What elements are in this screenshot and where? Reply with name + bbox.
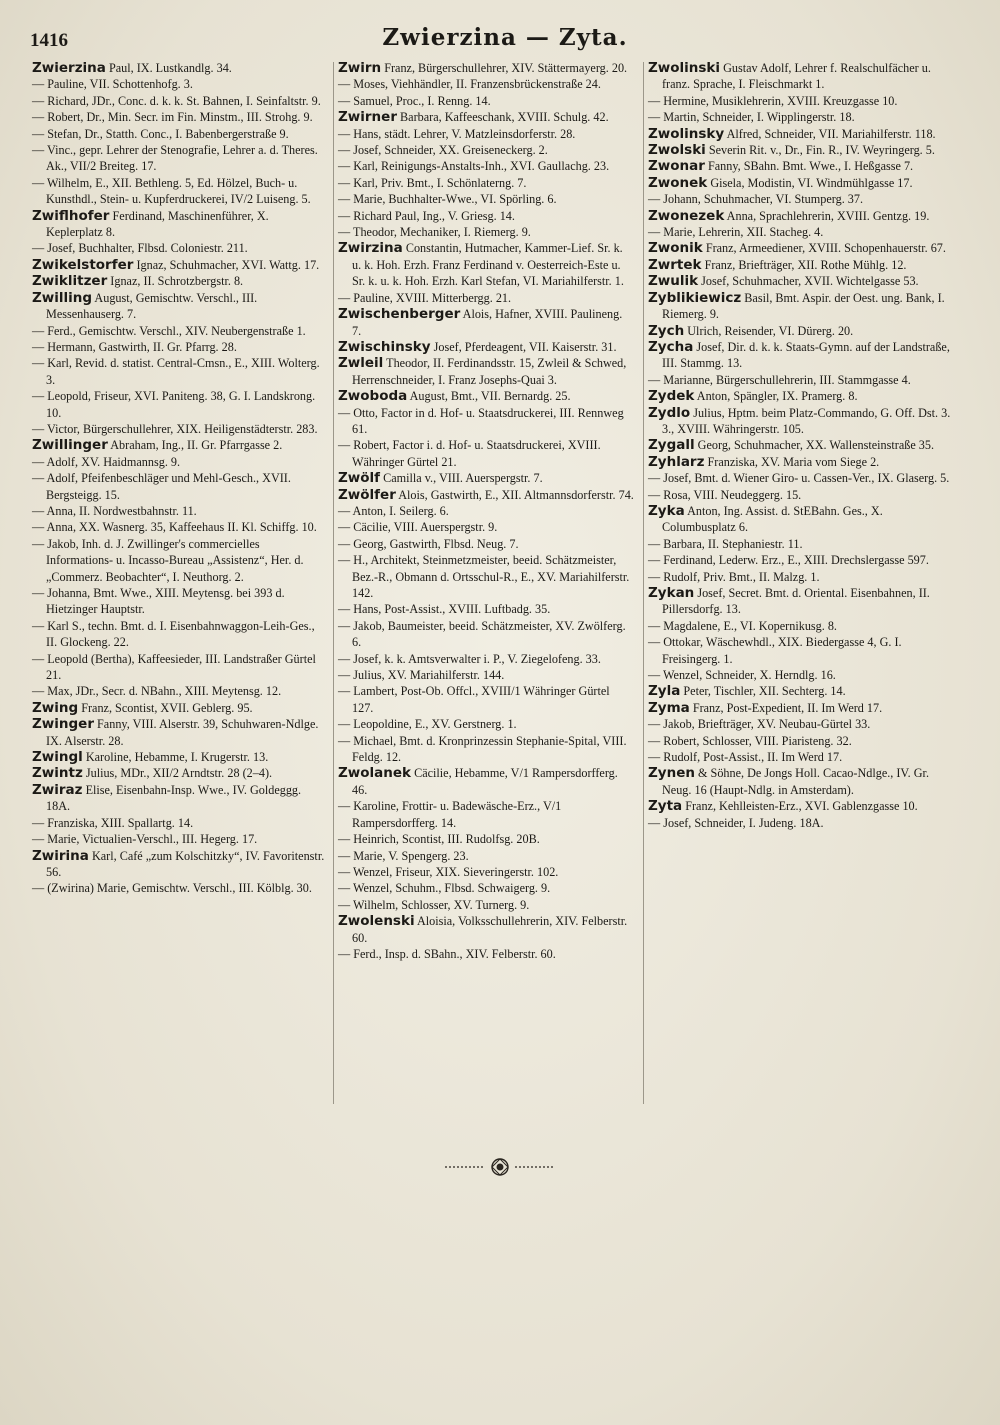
directory-entry bbox=[338, 470, 634, 486]
entry-details: — Ferd., Gemischtw. Verschl., XIV. Neubergenstraße 1. bbox=[32, 323, 306, 338]
entry-surname: Zwonek bbox=[648, 174, 708, 191]
entry-details: — Karl, Revid. d. statist. Central-Cmsn., E., XIII. Wolterg. 3. bbox=[32, 356, 320, 387]
entry-details: — Hermine, Musiklehrerin, XVIII. Kreuzgasse 10. bbox=[648, 93, 898, 108]
directory-entry bbox=[338, 388, 634, 404]
directory-entry bbox=[648, 158, 954, 174]
directory-entry bbox=[648, 126, 954, 142]
directory-entry bbox=[648, 503, 954, 536]
directory-entry bbox=[32, 175, 328, 208]
entry-surname: Zwonik bbox=[648, 240, 703, 257]
directory-entry bbox=[648, 585, 954, 618]
entry-details: Franz, Scontist, XVII. Geblerg. 95. bbox=[81, 700, 253, 715]
entry-details: — Leopold, Friseur, XVI. Paniteng. 38, G. I. Landskrong. 10. bbox=[32, 389, 316, 420]
entry-surname: Zwolenski bbox=[338, 913, 415, 930]
entry-details: — Jakob, Briefträger, XV. Neubau-Gürtel 33. bbox=[648, 717, 871, 732]
directory-entry bbox=[338, 552, 634, 601]
directory-entry bbox=[648, 798, 954, 814]
directory-entry bbox=[32, 208, 328, 241]
entry-details: — Lambert, Post-Ob. Offcl., XVIII/1 Währinger Gürtel 127. bbox=[338, 684, 610, 715]
entry-details: Franz, Bürgerschullehrer, XIV. Stättermayerg. 20. bbox=[384, 61, 628, 75]
directory-entry bbox=[338, 831, 634, 847]
entry-surname: Zwiraz bbox=[32, 781, 83, 798]
entry-details: & Söhne, De Jongs Holl. Cacao-Ndlge., IV. Gr. Neug. 16 (Haupt-Ndlg. in Amsterdam). bbox=[662, 766, 929, 797]
entry-details: Karoline, Hebamme, I. Krugerstr. 13. bbox=[85, 750, 269, 765]
entry-details: Aloisia, Volksschullehrerin, XIV. Felberstr. 60. bbox=[352, 914, 628, 945]
entry-surname: Zwintz bbox=[32, 765, 83, 782]
directory-entry bbox=[338, 290, 634, 306]
directory-entry bbox=[648, 257, 954, 273]
entry-details: — Georg, Gastwirth, Flbsd. Neug. 7. bbox=[338, 536, 519, 551]
directory-entry bbox=[338, 864, 634, 880]
entry-details: — Michael, Bmt. d. Kronprinzessin Stephanie-Spital, VIII. Feldg. 12. bbox=[338, 733, 627, 765]
entry-details: — Leopoldine, E., XV. Gerstnerg. 1. bbox=[338, 717, 517, 732]
directory-entry bbox=[338, 191, 634, 207]
directory-entry bbox=[32, 355, 328, 388]
entry-details: Alfred, Schneider, VII. Mariahilferstr. 118. bbox=[726, 126, 936, 141]
directory-entry bbox=[32, 323, 328, 339]
directory-entry bbox=[338, 60, 634, 76]
entry-details: — Heinrich, Scontist, III. Rudolfsg. 20B. bbox=[338, 832, 540, 847]
directory-entry bbox=[648, 487, 954, 503]
entry-surname: Zyblikiewicz bbox=[648, 289, 742, 306]
directory-entry bbox=[648, 749, 954, 765]
entry-details: Josef, Schuhmacher, XVII. Wichtelgasse 53. bbox=[701, 274, 919, 289]
entry-details: — Rudolf, Post-Assist., II. Im Werd 17. bbox=[648, 750, 843, 765]
entry-surname: Zwonar bbox=[648, 158, 705, 175]
directory-entry bbox=[32, 651, 328, 684]
page-header bbox=[30, 22, 980, 62]
directory-entry bbox=[338, 158, 634, 174]
directory-entry bbox=[648, 273, 954, 289]
entry-details: — Karoline, Frottir- u. Badewäsche-Erz., V/1 Rampersdorfferg. 14. bbox=[338, 799, 562, 830]
entry-surname: Zwrtek bbox=[648, 256, 702, 273]
entry-details: — Richard Paul, Ing., V. Griesg. 14. bbox=[338, 208, 515, 223]
entry-surname: Zwonezek bbox=[648, 207, 725, 224]
directory-entry bbox=[32, 93, 328, 109]
entry-details: Severin Rit. v., Dr., Fin. R., IV. Weyringerg. 5. bbox=[708, 143, 935, 158]
entry-details: — Pauline, XVIII. Mitterbergg. 21. bbox=[338, 290, 512, 305]
entry-details: — Stefan, Dr., Statth. Conc., I. Babenbergerstraße 9. bbox=[32, 126, 289, 141]
entry-surname: Zykan bbox=[648, 585, 695, 601]
entry-details: — Moses, Viehhändler, II. Franzensbrückenstraße 24. bbox=[338, 77, 601, 92]
entry-surname: Zwillinger bbox=[32, 437, 108, 454]
directory-entry bbox=[648, 372, 954, 388]
entry-details: — Hans, Post-Assist., XVIII. Luftbadg. 35. bbox=[338, 602, 551, 617]
directory-entry bbox=[648, 454, 954, 470]
directory-entry bbox=[32, 683, 328, 699]
entry-details: Anton, Ing. Assist. d. StEBahn. Ges., X. Columbusplatz 6. bbox=[662, 503, 883, 535]
directory-entry bbox=[32, 437, 328, 453]
directory-entry bbox=[338, 519, 634, 535]
directory-entry bbox=[338, 126, 634, 142]
directory-entry bbox=[338, 897, 634, 913]
entry-surname: Zyka bbox=[648, 502, 685, 519]
entry-details: — Josef, Schneider, XX. Greiseneckerg. 2. bbox=[338, 143, 548, 158]
entry-details: — Robert, Factor i. d. Hof- u. Staatsdruckerei, XVIII. Währinger Gürtel 21. bbox=[338, 438, 601, 469]
directory-entry bbox=[338, 109, 634, 125]
entry-details: — Richard, JDr., Conc. d. k. k. St. Bahnen, I. Seinfaltstr. 9. bbox=[32, 93, 321, 108]
entry-details: — Hermann, Gastwirth, II. Gr. Pfarrg. 28. bbox=[32, 339, 237, 354]
directory-entry bbox=[648, 618, 954, 634]
directory-entry bbox=[648, 733, 954, 749]
entry-surname: Zygall bbox=[648, 437, 695, 454]
directory-entry bbox=[648, 716, 954, 732]
entry-details: — Josef, k. k. Amtsverwalter i. P., V. Ziegelofeng. 33. bbox=[338, 651, 601, 666]
entry-details: — Josef, Schneider, I. Judeng. 18A. bbox=[648, 815, 824, 830]
entry-surname: Zydek bbox=[648, 388, 695, 405]
entry-details: — Marie, Buchhalter-Wwe., VI. Spörling. 6. bbox=[338, 192, 557, 207]
entry-details: Gisela, Modistin, VI. Windmühlgasse 17. bbox=[710, 175, 913, 190]
entry-details: Ferdinand, Maschinenführer, X. Keplerplatz 8. bbox=[46, 208, 269, 240]
directory-entry bbox=[32, 519, 328, 535]
directory-entry bbox=[32, 339, 328, 355]
directory-entry bbox=[338, 601, 634, 617]
directory-entry bbox=[338, 306, 634, 339]
entry-surname: Zwirn bbox=[338, 60, 382, 76]
directory-entry bbox=[32, 716, 328, 749]
entry-surname: Zwingl bbox=[32, 749, 83, 766]
entry-surname: Zydlo bbox=[648, 404, 691, 421]
entry-details: — Rudolf, Priv. Bmt., II. Malzg. 1. bbox=[648, 569, 820, 584]
entry-details: Ignaz, Schuhmacher, XVI. Wattg. 17. bbox=[136, 257, 320, 272]
entry-details: — Ferdinand, Lederw. Erz., E., XIII. Drechslergasse 597. bbox=[648, 553, 929, 568]
directory-entry bbox=[32, 257, 328, 273]
entry-details: Constantin, Hutmacher, Kammer-Lief. Sr. k. u. k. Hoh. Erzh. Franz Ferdinand v. Oesterreich-Este u. Sr. k. u. k. Hoh. Erzh. Karl Stefan, VI. Mariahilferstr. 1. bbox=[352, 241, 624, 289]
directory-entry bbox=[32, 290, 328, 323]
entry-details: — Julius, XV. Mariahilferstr. 144. bbox=[338, 668, 505, 683]
entry-details: Fanny, VIII. Alserstr. 39, Schuhwaren-Ndlge. IX. Alserstr. 28. bbox=[46, 717, 319, 748]
entry-surname: Zwiklitzer bbox=[32, 273, 108, 290]
entry-surname: Zwischinsky bbox=[338, 338, 431, 355]
directory-entry bbox=[338, 716, 634, 732]
directory-entry bbox=[32, 815, 328, 831]
directory-entry bbox=[338, 224, 634, 240]
entry-details: Elise, Eisenbahn-Insp. Wwe., IV. Goldeggg. 18A. bbox=[46, 782, 302, 814]
ornament-divider bbox=[445, 1158, 555, 1176]
directory-entry bbox=[338, 76, 634, 92]
column-2 bbox=[338, 60, 634, 962]
entry-details: — Martin, Schneider, I. Wipplingerstr. 18. bbox=[648, 110, 855, 125]
entry-details: Anna, Sprachlehrerin, XVIII. Gentzg. 19. bbox=[726, 208, 930, 223]
entry-details: Peter, Tischler, XII. Sechterg. 14. bbox=[683, 684, 846, 699]
directory-entry bbox=[648, 109, 954, 125]
directory-entry bbox=[32, 273, 328, 289]
entry-details: — Marianne, Bürgerschullehrerin, III. Stammgasse 4. bbox=[648, 372, 911, 387]
directory-entry bbox=[648, 765, 954, 798]
directory-entry bbox=[338, 848, 634, 864]
entry-surname: Zych bbox=[648, 322, 685, 339]
directory-entry bbox=[338, 405, 634, 438]
entry-details: — Ferd., Insp. d. SBahn., XIV. Felberstr. 60. bbox=[338, 946, 556, 961]
entry-details: — (Zwirina) Marie, Gemischtw. Verschl., III. Kölblg. 30. bbox=[32, 881, 312, 896]
entry-details: — Adolf, XV. Haidmannsg. 9. bbox=[32, 454, 181, 469]
entry-details: — Jakob, Baumeister, beeid. Schätzmeister, XV. Zwölferg. 6. bbox=[338, 618, 626, 650]
entry-details: — Anna, XX. Wasnerg. 35, Kaffeehaus II. Kl. Schiffg. 10. bbox=[32, 520, 317, 535]
directory-entry bbox=[338, 651, 634, 667]
entry-details: Franz, Kehlleisten-Erz., XVI. Gablenzgasse 10. bbox=[685, 799, 918, 814]
directory-entry bbox=[648, 815, 954, 831]
entry-details: — Wenzel, Schneider, X. Herndlg. 16. bbox=[648, 668, 836, 683]
entry-surname: Zwolski bbox=[648, 142, 706, 159]
entry-details: Josef, Dir. d. k. k. Staats-Gymn. auf der Landstraße, III. Stammg. 13. bbox=[662, 339, 950, 371]
entry-details: — Pauline, VII. Schottenhofg. 3. bbox=[32, 77, 193, 92]
entry-surname: Zwiflhofer bbox=[32, 207, 110, 224]
entry-details: — Robert, Schlosser, VIII. Piaristeng. 32. bbox=[648, 733, 852, 748]
directory-entry bbox=[338, 667, 634, 683]
entry-details: — Karl S., techn. Bmt. d. I. Eisenbahnwaggon-Leih-Ges., II. Glockeng. 22. bbox=[32, 618, 315, 650]
directory-entry bbox=[338, 240, 634, 289]
entry-details: — Johann, Schuhmacher, VI. Stumperg. 37. bbox=[648, 192, 864, 207]
entry-details: Fanny, SBahn. Bmt. Wwe., I. Heßgasse 7. bbox=[707, 159, 914, 174]
entry-details: — Marie, Victualien-Verschl., III. Hegerg. 17. bbox=[32, 832, 258, 847]
entry-details: — Anton, I. Seilerg. 6. bbox=[338, 503, 449, 518]
directory-entry bbox=[648, 536, 954, 552]
directory-entry bbox=[32, 76, 328, 92]
entry-surname: Zycha bbox=[648, 338, 694, 355]
directory-entry bbox=[32, 749, 328, 765]
entry-surname: Zwleil bbox=[338, 355, 384, 372]
directory-entry bbox=[338, 487, 634, 503]
entry-surname: Zwirzina bbox=[338, 240, 403, 257]
directory-entry bbox=[648, 60, 954, 93]
directory-entry bbox=[648, 191, 954, 207]
entry-surname: Zynen bbox=[648, 765, 695, 782]
entry-details: — Ottokar, Wäschewhdl., XIX. Biedergasse 4, G. I. Freisingerg. 1. bbox=[648, 635, 902, 666]
directory-entry bbox=[648, 437, 954, 453]
entry-details: — Karl, Reinigungs-Anstalts-Inh., XVI. Gaullachg. 23. bbox=[338, 159, 610, 174]
directory-entry bbox=[32, 880, 328, 896]
directory-entry bbox=[338, 208, 634, 224]
directory-entry bbox=[338, 503, 634, 519]
directory-entry bbox=[648, 552, 954, 568]
directory-entry bbox=[32, 60, 328, 76]
entry-details: Alois, Gastwirth, E., XII. Altmannsdorferstr. 74. bbox=[398, 487, 634, 502]
entry-details: — Jakob, Inh. d. J. Zwillinger's commercielles Informations- u. Incasso-Bureau „Assistenz“, Her. d. „Commerz. Beobachter“, I. Neuthorg. 2. bbox=[32, 536, 304, 584]
entry-details: Theodor, II. Ferdinandsstr. 15, Zwleil & Schwed, Herrenschneider, I. Franz Josephs-Quai 3. bbox=[352, 356, 627, 387]
entry-details: — Cäcilie, VIII. Auerspergstr. 9. bbox=[338, 520, 498, 535]
entry-details: Julius, Hptm. beim Platz-Commando, G. Off. Dst. 3. 3., XVIII. Währingerstr. 105. bbox=[662, 405, 951, 436]
entry-details: Josef, Pferdeagent, VII. Kaiserstr. 31. bbox=[433, 339, 617, 354]
entry-surname: Zyhlarz bbox=[648, 453, 705, 470]
directory-entry bbox=[338, 355, 634, 388]
entry-details: Julius, MDr., XII/2 Arndtstr. 28 (2–4). bbox=[85, 766, 273, 781]
entry-surname: Zyla bbox=[648, 683, 681, 700]
directory-entry bbox=[648, 683, 954, 699]
entry-details: Franz, Armeediener, XVIII. Schopenhauerstr. 67. bbox=[705, 241, 946, 256]
entry-surname: Zwinger bbox=[32, 716, 94, 733]
entry-details: — Victor, Bürgerschullehrer, XIX. Heiligenstädterstr. 283. bbox=[32, 421, 318, 436]
directory-entry bbox=[338, 536, 634, 552]
directory-entry bbox=[32, 421, 328, 437]
directory-entry bbox=[648, 470, 954, 486]
directory-entry bbox=[338, 765, 634, 798]
entry-details: — Josef, Bmt. d. Wiener Giro- u. Cassen-Ver., IX. Glaserg. 5. bbox=[648, 471, 950, 486]
entry-details: Karl, Café „zum Kolschitzky“, IV. Favoritenstr. 56. bbox=[46, 848, 325, 879]
entry-details: — Vinc., gepr. Lehrer der Stenografie, Lehrer a. d. Theres. Ak., VII/2 Breiteg. 17. bbox=[32, 143, 318, 174]
directory-entry bbox=[648, 700, 954, 716]
entry-details: Georg, Schuhmacher, XX. Wallensteinstraße 35. bbox=[697, 438, 935, 453]
entry-surname: Zwikelstorfer bbox=[32, 256, 134, 273]
directory-entry bbox=[338, 142, 634, 158]
directory-entry bbox=[648, 569, 954, 585]
directory-entry bbox=[32, 454, 328, 470]
entry-details: — Rosa, VIII. Neudeggerg. 15. bbox=[648, 487, 802, 502]
entry-surname: Zwölfer bbox=[338, 486, 396, 503]
entry-details: — Hans, städt. Lehrer, V. Matzleinsdorferstr. 28. bbox=[338, 126, 576, 141]
entry-details: — Barbara, II. Stephaniestr. 11. bbox=[648, 536, 803, 551]
entry-details: — Marie, Lehrerin, XII. Stacheg. 4. bbox=[648, 225, 824, 240]
entry-details: Gustav Adolf, Lehrer f. Realschulfächer u. franz. Sprache, I. Fleischmarkt 1. bbox=[662, 61, 931, 92]
directory-entry bbox=[32, 585, 328, 618]
entry-details: Anton, Spängler, IX. Pramerg. 8. bbox=[696, 389, 858, 404]
directory-entry bbox=[32, 536, 328, 585]
entry-details: — Leopold (Bertha), Kaffeesieder, III. Landstraßer Gürtel 21. bbox=[32, 651, 316, 683]
entry-surname: Zwing bbox=[32, 699, 79, 716]
entry-details: Cäcilie, Hebamme, V/1 Rampersdorfferg. 46. bbox=[352, 766, 618, 797]
entry-details: — Wilhelm, E., XII. Bethleng. 5, Ed. Hölzel, Buch- u. Kunsthdl., Stein- u. Kupferdruckerei, IV/2 Luiseng. 5. bbox=[32, 175, 311, 207]
entry-details: — Wenzel, Friseur, XIX. Sieveringerstr. 102. bbox=[338, 864, 559, 879]
directory-entry bbox=[338, 339, 634, 355]
column-divider bbox=[643, 62, 644, 1104]
entry-details: Camilla v., VIII. Auerspergstr. 7. bbox=[383, 471, 543, 486]
directory-entry bbox=[32, 388, 328, 421]
directory-entry bbox=[648, 142, 954, 158]
directory-entry bbox=[32, 618, 328, 651]
page-title: Zwierzina — Zyta. bbox=[382, 24, 628, 51]
entry-details: Barbara, Kaffeeschank, XVIII. Schulg. 42. bbox=[400, 110, 609, 125]
directory-entry bbox=[32, 700, 328, 716]
directory-entry bbox=[648, 405, 954, 438]
entry-details: — Magdalene, E., VI. Kopernikusg. 8. bbox=[648, 618, 837, 633]
directory-entry bbox=[32, 109, 328, 125]
directory-entry bbox=[648, 93, 954, 109]
directory-entry bbox=[648, 224, 954, 240]
entry-details: — Marie, V. Spengerg. 23. bbox=[338, 848, 469, 863]
entry-surname: Zyma bbox=[648, 699, 690, 716]
entry-details: — Max, JDr., Secr. d. NBahn., XIII. Meytensg. 12. bbox=[32, 684, 282, 699]
entry-details: Josef, Secret. Bmt. d. Oriental. Eisenbahnen, II. Pillersdorfg. 13. bbox=[662, 586, 930, 617]
entry-details: — Wenzel, Schuhm., Flbsd. Schwaigerg. 9. bbox=[338, 881, 551, 896]
directory-entry bbox=[338, 946, 634, 962]
directory-entry bbox=[32, 126, 328, 142]
column-1 bbox=[32, 60, 328, 897]
entry-surname: Zwolinski bbox=[648, 60, 721, 76]
entry-details: — Otto, Factor in d. Hof- u. Staatsdruckerei, III. Rennweg 61. bbox=[338, 405, 624, 436]
directory-entry bbox=[32, 240, 328, 256]
directory-entry bbox=[648, 208, 954, 224]
directory-entry bbox=[648, 339, 954, 372]
entry-surname: Zwilling bbox=[32, 289, 93, 306]
entry-details: — Anna, II. Nordwestbahnstr. 11. bbox=[32, 503, 197, 518]
entry-details: August, Bmt., VII. Bernardg. 25. bbox=[409, 389, 571, 404]
entry-details: Abraham, Ing., II. Gr. Pfarrgasse 2. bbox=[110, 438, 283, 453]
directory-entry bbox=[32, 142, 328, 175]
entry-details: — Josef, Buchhalter, Flbsd. Coloniestr. 211. bbox=[32, 241, 248, 256]
entry-details: — Adolf, Pfeifenbeschläger und Mehl-Gesch., XVII. Bergsteigg. 15. bbox=[32, 471, 291, 502]
column-divider bbox=[333, 62, 334, 1104]
entry-details: Paul, IX. Lustkandlg. 34. bbox=[108, 61, 232, 75]
entry-surname: Zwölf bbox=[338, 470, 381, 487]
directory-entry bbox=[32, 831, 328, 847]
directory-entry bbox=[648, 634, 954, 667]
column-3 bbox=[648, 60, 954, 831]
page-number: 1416 bbox=[30, 30, 68, 51]
directory-entry bbox=[648, 175, 954, 191]
directory-entry bbox=[32, 765, 328, 781]
entry-details: — Theodor, Mechaniker, I. Riemerg. 9. bbox=[338, 225, 531, 240]
directory-entry bbox=[32, 782, 328, 815]
directory-entry bbox=[338, 437, 634, 470]
directory-entry bbox=[32, 470, 328, 503]
entry-details: Franziska, XV. Maria vom Siege 2. bbox=[707, 454, 880, 469]
entry-surname: Zwischenberger bbox=[338, 306, 461, 323]
directory-entry bbox=[338, 880, 634, 896]
directory-entry bbox=[648, 323, 954, 339]
entry-details: Ignaz, II. Schrotzbergstr. 8. bbox=[110, 274, 244, 289]
directory-entry bbox=[338, 93, 634, 109]
directory-entry bbox=[338, 733, 634, 766]
directory-entry bbox=[338, 913, 634, 946]
directory-entry bbox=[338, 798, 634, 831]
entry-details: — Johanna, Bmt. Wwe., XIII. Meytensg. bei 393 d. Hietzinger Hauptstr. bbox=[32, 586, 285, 617]
directory-entry bbox=[338, 618, 634, 651]
entry-details: Ulrich, Reisender, VI. Dürerg. 20. bbox=[687, 323, 854, 338]
entry-details: — H., Architekt, Steinmetzmeister, beeid. Schätzmeister, Bez.-R., Obmann d. Ortsschul-R., E., XV. Mariahilferstr. 142. bbox=[338, 553, 630, 600]
entry-surname: Zyta bbox=[648, 798, 683, 815]
entry-details: Basil, Bmt. Aspir. der Oest. ung. Bank, I. Riemerg. 9. bbox=[662, 290, 945, 322]
entry-details: Alois, Hafner, XVIII. Paulineng. 7. bbox=[352, 307, 623, 338]
entry-surname: Zwolinsky bbox=[648, 125, 725, 142]
entry-surname: Zwulik bbox=[648, 273, 699, 290]
entry-details: — Robert, Dr., Min. Secr. im Fin. Minstm., III. Strohg. 9. bbox=[32, 110, 313, 125]
entry-details: — Karl, Priv. Bmt., I. Schönlaterng. 7. bbox=[338, 175, 527, 190]
entry-details: Franz, Post-Expedient, II. Im Werd 17. bbox=[692, 700, 883, 715]
entry-details: Franz, Briefträger, XII. Rothe Mühlg. 12. bbox=[704, 257, 907, 272]
entry-details: — Franziska, XIII. Spallartg. 14. bbox=[32, 815, 194, 830]
entry-surname: Zwoboda bbox=[338, 388, 408, 405]
entry-surname: Zwolanek bbox=[338, 765, 412, 782]
entry-details: — Samuel, Proc., I. Renng. 14. bbox=[338, 93, 491, 108]
entry-details: — Wilhelm, Schlosser, XV. Turnerg. 9. bbox=[338, 897, 530, 912]
directory-entry bbox=[648, 388, 954, 404]
directory-entry bbox=[648, 290, 954, 323]
entry-details: August, Gemischtw. Verschl., III. Messenhauserg. 7. bbox=[46, 290, 258, 322]
directory-entry bbox=[338, 683, 634, 716]
directory-entry bbox=[338, 175, 634, 191]
entry-surname: Zwierzina bbox=[32, 60, 106, 76]
directory-entry bbox=[648, 667, 954, 683]
directory-entry bbox=[32, 503, 328, 519]
entry-surname: Zwirner bbox=[338, 109, 397, 126]
directory-entry bbox=[32, 848, 328, 881]
directory-entry bbox=[648, 240, 954, 256]
entry-surname: Zwirina bbox=[32, 847, 89, 864]
